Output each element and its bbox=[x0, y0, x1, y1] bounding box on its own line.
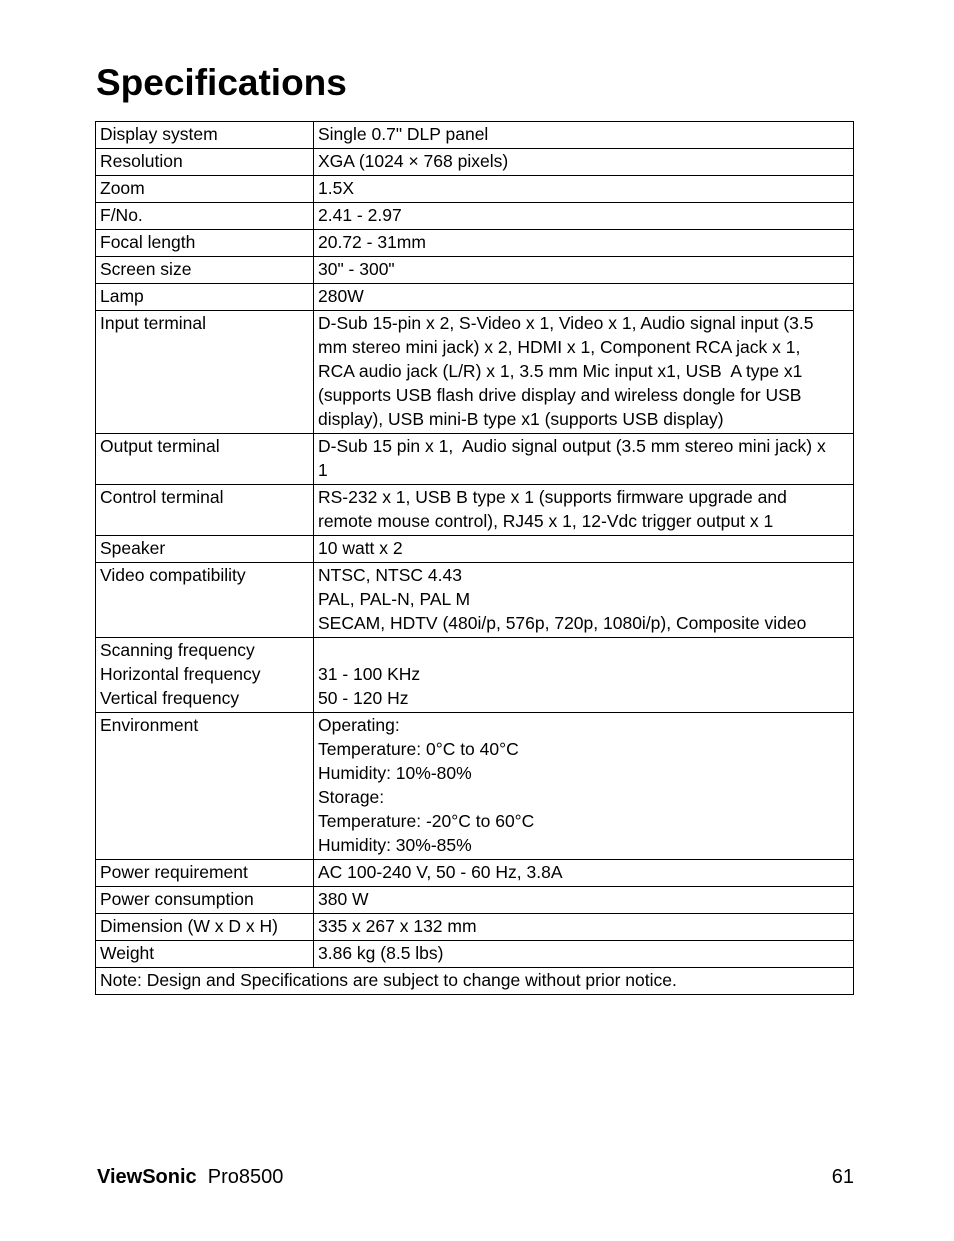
spec-label-cell bbox=[96, 860, 314, 887]
spec-value: display), USB mini-B type x1 (supports USB display) bbox=[318, 409, 724, 429]
spec-label: Screen size bbox=[100, 259, 192, 279]
spec-value-cell bbox=[314, 563, 854, 638]
spec-value: 30" - 300" bbox=[318, 259, 395, 279]
spec-value-cell bbox=[314, 941, 854, 968]
spec-label: Video compatibility bbox=[100, 565, 246, 585]
spec-label: Horizontal frequency bbox=[100, 664, 261, 684]
spec-value-cell bbox=[314, 149, 854, 176]
spec-value-cell bbox=[314, 122, 854, 149]
spec-label-cell bbox=[96, 713, 314, 860]
spec-label-cell bbox=[96, 149, 314, 176]
spec-value: Temperature: 0°C to 40°C bbox=[318, 739, 519, 759]
spec-value: SECAM, HDTV (480i/p, 576p, 720p, 1080i/p), Composite video bbox=[318, 613, 807, 633]
footer-model-name: Pro8500 bbox=[207, 1166, 284, 1188]
spec-value-cell bbox=[314, 257, 854, 284]
spec-label-cell bbox=[96, 311, 314, 434]
spec-label: Input terminal bbox=[100, 313, 207, 333]
spec-value: Storage: bbox=[318, 787, 385, 807]
spec-value bbox=[318, 638, 849, 662]
table-row bbox=[96, 434, 854, 485]
spec-value: Humidity: 10%-80% bbox=[318, 763, 472, 783]
spec-value: Temperature: -20°C to 60°C bbox=[318, 811, 535, 831]
spec-value-cell bbox=[314, 434, 854, 485]
spec-value-cell bbox=[314, 485, 854, 536]
spec-label: Power requirement bbox=[100, 862, 248, 882]
spec-label: Zoom bbox=[100, 178, 145, 198]
spec-label: Lamp bbox=[100, 286, 144, 306]
spec-label-cell bbox=[96, 485, 314, 536]
spec-value-cell bbox=[314, 887, 854, 914]
spec-label-cell bbox=[96, 176, 314, 203]
table-row bbox=[96, 941, 854, 968]
table-row bbox=[96, 311, 854, 434]
spec-value: Operating: bbox=[318, 715, 400, 735]
table-row bbox=[96, 176, 854, 203]
specifications-table-body bbox=[96, 122, 854, 995]
spec-label: Weight bbox=[100, 943, 155, 963]
spec-value: D-Sub 15 pin x 1, Audio signal output (3.5 mm stereo mini jack) x bbox=[318, 436, 826, 456]
spec-value-cell bbox=[314, 311, 854, 434]
spec-value: 280W bbox=[318, 286, 364, 306]
spec-value-cell bbox=[314, 860, 854, 887]
table-row bbox=[96, 563, 854, 638]
spec-value-cell bbox=[314, 176, 854, 203]
footer-product bbox=[97, 1164, 283, 1190]
spec-label: Focal length bbox=[100, 232, 196, 252]
table-row bbox=[96, 485, 854, 536]
spec-value: 3.86 kg (8.5 lbs) bbox=[318, 943, 444, 963]
spec-label-cell bbox=[96, 536, 314, 563]
spec-label-cell bbox=[96, 563, 314, 638]
spec-label: Vertical frequency bbox=[100, 688, 240, 708]
spec-value: 50 - 120 Hz bbox=[318, 688, 409, 708]
table-row bbox=[96, 536, 854, 563]
table-row bbox=[96, 122, 854, 149]
spec-note: Note: Design and Specifications are subject to change without prior notice. bbox=[96, 968, 854, 995]
spec-value: PAL, PAL-N, PAL M bbox=[318, 589, 471, 609]
spec-label: Environment bbox=[100, 715, 199, 735]
spec-value: 380 W bbox=[318, 889, 369, 909]
table-row-note bbox=[96, 968, 854, 995]
spec-value-cell bbox=[314, 203, 854, 230]
table-row bbox=[96, 230, 854, 257]
spec-label-cell bbox=[96, 257, 314, 284]
spec-value-cell bbox=[314, 638, 854, 713]
spec-label-cell bbox=[96, 284, 314, 311]
spec-value: 2.41 - 2.97 bbox=[318, 205, 402, 225]
spec-label: Output terminal bbox=[100, 436, 220, 456]
spec-label-cell bbox=[96, 914, 314, 941]
table-row bbox=[96, 203, 854, 230]
spec-value: D-Sub 15-pin x 2, S-Video x 1, Video x 1, Audio signal input (3.5 bbox=[318, 313, 814, 333]
spec-label: Power consumption bbox=[100, 889, 254, 909]
spec-value: 1 bbox=[318, 460, 328, 480]
spec-label: F/No. bbox=[100, 205, 143, 225]
footer-brand-name: ViewSonic bbox=[97, 1166, 197, 1188]
spec-value: NTSC, NTSC 4.43 bbox=[318, 565, 462, 585]
spec-label-cell bbox=[96, 122, 314, 149]
page-title: Specifications bbox=[96, 62, 347, 103]
spec-value-cell bbox=[314, 284, 854, 311]
spec-label: Control terminal bbox=[100, 487, 224, 507]
spec-value: 31 - 100 KHz bbox=[318, 664, 421, 684]
spec-label: Scanning frequency bbox=[100, 640, 255, 660]
spec-value-cell bbox=[314, 230, 854, 257]
spec-value: 20.72 - 31mm bbox=[318, 232, 426, 252]
spec-label: Speaker bbox=[100, 538, 166, 558]
spec-value: remote mouse control), RJ45 x 1, 12-Vdc trigger output x 1 bbox=[318, 511, 774, 531]
table-row bbox=[96, 284, 854, 311]
spec-value: 335 x 267 x 132 mm bbox=[318, 916, 477, 936]
spec-value-cell bbox=[314, 914, 854, 941]
spec-value: mm stereo mini jack) x 2, HDMI x 1, Component RCA jack x 1, bbox=[318, 337, 801, 357]
table-row bbox=[96, 638, 854, 713]
table-row bbox=[96, 887, 854, 914]
spec-value: 10 watt x 2 bbox=[318, 538, 403, 558]
spec-label: Dimension (W x D x H) bbox=[100, 916, 278, 936]
table-row bbox=[96, 713, 854, 860]
spec-value: XGA (1024 × 768 pixels) bbox=[318, 151, 509, 171]
spec-value: AC 100-240 V, 50 - 60 Hz, 3.8A bbox=[318, 862, 563, 882]
table-row bbox=[96, 860, 854, 887]
spec-value: RS-232 x 1, USB B type x 1 (supports firmware upgrade and bbox=[318, 487, 787, 507]
spec-label-cell bbox=[96, 941, 314, 968]
spec-label-cell bbox=[96, 434, 314, 485]
spec-label: Display system bbox=[100, 124, 218, 144]
specifications-table bbox=[95, 121, 854, 995]
table-row bbox=[96, 149, 854, 176]
page-number: 61 bbox=[831, 1166, 854, 1188]
table-row bbox=[96, 914, 854, 941]
spec-value: (supports USB flash drive display and wireless dongle for USB bbox=[318, 385, 802, 405]
table-row bbox=[96, 257, 854, 284]
spec-value: RCA audio jack (L/R) x 1, 3.5 mm Mic input x1, USB A type x1 bbox=[318, 361, 803, 381]
spec-value-cell bbox=[314, 713, 854, 860]
spec-value-cell bbox=[314, 536, 854, 563]
spec-label-cell bbox=[96, 638, 314, 713]
spec-value: 1.5X bbox=[318, 178, 354, 198]
spec-label: Resolution bbox=[100, 151, 183, 171]
spec-value: Humidity: 30%-85% bbox=[318, 835, 472, 855]
spec-label-cell bbox=[96, 203, 314, 230]
spec-label-cell bbox=[96, 230, 314, 257]
spec-value: Single 0.7" DLP panel bbox=[318, 124, 489, 144]
spec-label-cell bbox=[96, 887, 314, 914]
